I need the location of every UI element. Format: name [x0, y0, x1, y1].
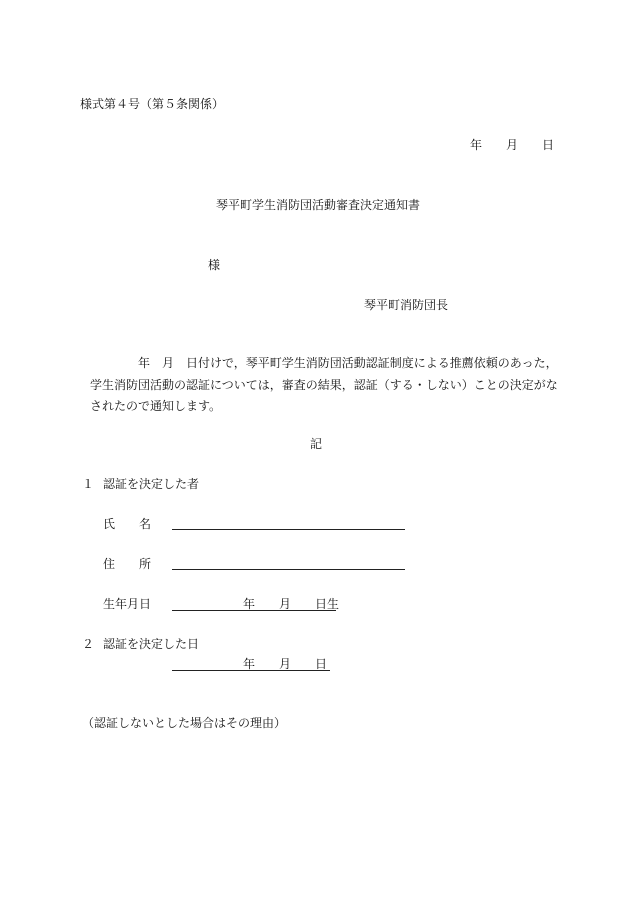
decision-date-value: 年 月 日 — [243, 657, 328, 671]
form-label: 様式第４号（第５条関係） — [80, 97, 225, 111]
item2-number: ２ — [82, 637, 95, 651]
dob-label: 生年月日 — [103, 597, 152, 611]
ki-heading: 記 — [310, 437, 323, 451]
name-field-line — [172, 529, 405, 530]
date-header: 年 月 日 — [470, 138, 555, 152]
address-label: 住 所 — [103, 557, 152, 571]
item1-number: １ — [82, 477, 95, 491]
body-line-1: 年 月 日付けで，琴平町学生消防団活動認証制度による推薦依頼のあった， — [138, 356, 558, 370]
body-line-2: 学生消防団活動の認証については，審査の結果，認証（する・しない）ことの決定がな — [90, 378, 558, 392]
sender: 琴平町消防団長 — [364, 298, 449, 312]
item2-heading: 認証を決定した日 — [103, 637, 200, 651]
body-line-3: されたので通知します。 — [90, 399, 222, 413]
reason-note: （認証しないとした場合はその理由） — [82, 716, 287, 730]
addressee-suffix: 様 — [208, 258, 221, 272]
dob-field-line — [172, 610, 336, 611]
item1-heading: 認証を決定した者 — [103, 477, 200, 491]
page-title: 琴平町学生消防団活動審査決定通知書 — [216, 198, 421, 212]
name-label: 氏 名 — [103, 517, 152, 531]
address-field-line — [172, 569, 405, 570]
decision-date-line — [172, 670, 330, 671]
dob-value: 年 月 日生 — [243, 597, 340, 611]
